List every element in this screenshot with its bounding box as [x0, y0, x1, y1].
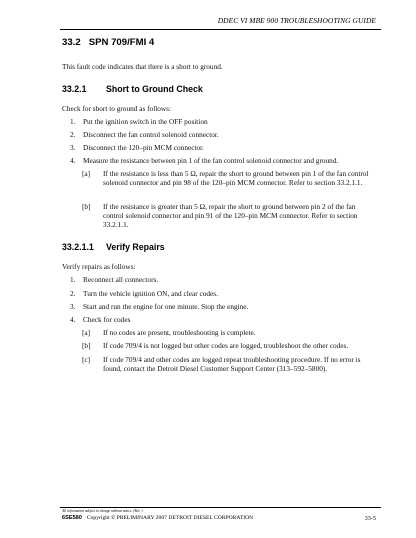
verify-number: 33.2.1.1: [62, 242, 94, 252]
section-intro: This fault code indicates that there is a short to ground.: [62, 62, 223, 71]
section-title: SPN 709/FMI 4: [88, 37, 155, 48]
verify-sub-a: [a] If no codes are present, troubleshooting is complete.: [82, 328, 256, 337]
footer-copyright: [62, 515, 253, 521]
verify-sub-b: [b] If code 709/4 is not logged but other codes are logged, troubleshoot the other codes.: [82, 341, 349, 350]
check-number: 33.2.1: [62, 84, 87, 94]
page-number: 33-5: [364, 515, 376, 522]
check-sub-b: [b] If the resistance is greater than 5 Ω, repair the short to ground between pin 2 of the fan control solenoid connector and pin 91 of the 120–pin MCM connector. Refer to section 33.2.1.1.: [82, 202, 358, 230]
verify-sub-c: [c] If code 709/4 and other codes are logged repeat troubleshooting procedure. If no error is found, contact the Detroit Diesel Customer Support Center (313–592–5800).: [82, 355, 361, 374]
copyright-text: Copyright © PRELIMINARY 2007 DETROIT DIESEL CORPORATION: [86, 515, 254, 521]
header-rule: [60, 29, 381, 30]
document-page: DDEC VI MBE 900 TROUBLESHOOTING GUIDE 33.2 SPN 709/FMI 4 This fault code indicates that there is a short to ground. 33.2.1 Short to Ground Check Check for short to ground as follows: 1. Put the ignition switch in the OFF position 2. Disconnect the fan control solenoid connector. 3. Disconnect the 120–pin MCM connector. 4. Measure the resistance between pin 1 of the fan control solenoid connector and ground. [a] If the resistance is less than 5 Ω, repair the short to ground between pin 1 of the fan control solenoid connector and pin 98 of the 120–pin MCM connector. Refer to section 33.2.1.1. [b] If the resistance is greater than 5 Ω, repair the short to ground between pin 2 of the fan control solenoid connector and pin 91 of the 120–pin MCM connector. Refer to section 33.2.1.1. 33.2.1.1 Verify Repairs Verify repairs as follows: 1. Reconnect all connectors. 2. Turn the vehicle ignition ON, and clear codes. 3. Start and run the engine for one minute. Stop the engine. 4. Check for codes [a] If no codes are present, troubleshooting is complete. [b] If code 709/4 is not logged but other codes are logged, troubleshoot the other codes. [c] If code 709/4 and other codes are logged repeat troubleshooting procedure. If no error is found, contact the Detroit Diesel Customer Support Center (313–592–5800). All information subject to change without notice. (Rev. ) 6SE580 Copyright © PRELIMINARY 2007 DETROIT DIESEL CORPORATION 33-5: [0, 0, 416, 538]
check-sub-a: [a] If the resistance is less than 5 Ω, repair the short to ground between pin 1 of the fan control solenoid connector and pin 98 of the 120–pin MCM connector. Refer to section 33.2.1.1.: [82, 169, 369, 188]
running-header: DDEC VI MBE 900 TROUBLESHOOTING GUIDE: [217, 16, 376, 25]
check-heading: [62, 84, 203, 94]
footer-rule: [60, 507, 381, 508]
section-number: 33.2: [62, 37, 81, 48]
verify-title: Verify Repairs: [106, 242, 165, 252]
check-title: Short to Ground Check: [106, 84, 203, 94]
footer-notice: All information subject to change without notice. (Rev. ): [62, 509, 143, 513]
check-intro: Check for short to ground as follows:: [62, 104, 172, 113]
section-heading: [62, 37, 154, 48]
verify-intro: Verify repairs as follows:: [62, 262, 136, 271]
document-code: 6SE580: [62, 515, 82, 521]
verify-heading: [62, 242, 165, 252]
